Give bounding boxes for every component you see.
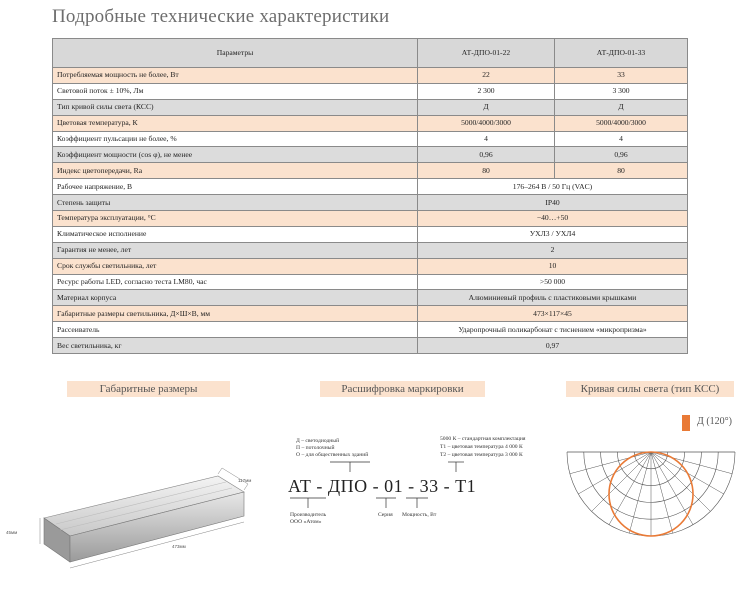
spec-value-shared: IP40 [418, 195, 688, 211]
header-params: Параметры [53, 39, 418, 68]
marking-right-note-2: Т2 – цветовая температура 3 000 К [440, 452, 523, 458]
spec-row [53, 274, 688, 290]
spec-table [52, 38, 688, 354]
spec-row [53, 306, 688, 322]
spec-value-shared: Алюминиевый профиль с пластиковыми крышками [418, 290, 688, 306]
marking-right-note-1: Т1 – цветовая температура 4 000 К [440, 444, 523, 450]
lamp-dimension-drawing [0, 410, 280, 608]
spec-param: Гарантия не менее, лет [53, 242, 418, 258]
spec-param: Материал корпуса [53, 290, 418, 306]
spec-param: Ресурс работы LED, согласно теста LM80, час [53, 274, 418, 290]
spec-value-22: 0,96 [418, 147, 555, 163]
spec-row [53, 338, 688, 354]
polar-spoke [592, 452, 651, 511]
spec-value-33: 33 [555, 68, 688, 84]
spec-value-22: Д [418, 99, 555, 115]
polar-spoke [651, 452, 693, 525]
marking-decode [280, 430, 526, 540]
spec-row [53, 290, 688, 306]
polar-spoke [651, 452, 710, 511]
spec-value-22: 5000/4000/3000 [418, 115, 555, 131]
spec-row [53, 99, 688, 115]
spec-value-shared: УХЛ3 / УХЛ4 [418, 226, 688, 242]
marking-left-note-0: Д – светодиодный [296, 438, 340, 444]
spec-value-shared: 473×117×45 [418, 306, 688, 322]
marking-producer-1: ООО «Атом» [290, 519, 322, 525]
spec-param: Рассеиватель [53, 322, 418, 338]
spec-param: Вес светильника, кг [53, 338, 418, 354]
spec-param: Климатическое исполнение [53, 226, 418, 242]
spec-value-shared: 176–264 В / 50 Гц (VAC) [418, 179, 688, 195]
spec-param: Потребляемая мощность не более, Вт [53, 68, 418, 84]
page-title: Подробные технические характеристики [52, 6, 390, 27]
spec-row [53, 163, 688, 179]
spec-param: Коэффициент пульсации не более, % [53, 131, 418, 147]
spec-value-shared: 10 [418, 258, 688, 274]
kss-polar-diagram [562, 440, 748, 600]
spec-param: Световой поток ± 10%, Лм [53, 83, 418, 99]
polar-spoke [651, 452, 673, 533]
spec-param: Рабочее напряжение, В [53, 179, 418, 195]
marking-code: АТ - ДПО - 01 - 33 - Т1 [288, 476, 477, 496]
spec-param: Срок службы светильника, лет [53, 258, 418, 274]
spec-param: Цветовая температура, К [53, 115, 418, 131]
spec-value-shared: Ударопрочный поликарбонат с тиснением «микропризма» [418, 322, 688, 338]
spec-row [53, 226, 688, 242]
marking-right-note-0: 5000 К – стандартная комплектация [440, 436, 526, 442]
spec-value-shared: >50 000 [418, 274, 688, 290]
spec-row [53, 195, 688, 211]
spec-row [53, 242, 688, 258]
spec-value-22: 22 [418, 68, 555, 84]
spec-param: Температура эксплуатации, °С [53, 211, 418, 227]
spec-param: Индекс цветопередачи, Ra [53, 163, 418, 179]
dim-height-label: 45мм [6, 530, 18, 535]
kss-legend-label: Д (120°) [697, 416, 732, 427]
spec-value-33: 5000/4000/3000 [555, 115, 688, 131]
spec-value-33: 0,96 [555, 147, 688, 163]
marking-left-note-2: О – для общественных зданий [296, 452, 369, 458]
dim-length-label: 473мм [172, 544, 186, 549]
dim-width-label: 117мм [238, 478, 252, 483]
header-model-33: АТ-ДПО-01-33 [555, 39, 688, 68]
spec-row [53, 147, 688, 163]
spec-param: Степень защиты [53, 195, 418, 211]
spec-value-22: 2 300 [418, 83, 555, 99]
header-model-22: АТ-ДПО-01-22 [418, 39, 555, 68]
polar-spoke [570, 452, 651, 474]
spec-param: Тип кривой силы света (КСС) [53, 99, 418, 115]
spec-row [53, 211, 688, 227]
spec-row [53, 83, 688, 99]
marking-series: Серия [378, 512, 393, 518]
spec-row [53, 258, 688, 274]
spec-row [53, 68, 688, 84]
spec-header-row [53, 39, 688, 68]
spec-value-shared: −40…+50 [418, 211, 688, 227]
spec-row [53, 131, 688, 147]
spec-param: Габаритные размеры светильника, Д×Ш×В, мм [53, 306, 418, 322]
spec-value-shared: 0,97 [418, 338, 688, 354]
spec-value-22: 80 [418, 163, 555, 179]
polar-spoke [651, 452, 732, 474]
marking-left-note-1: П – потолочный [296, 445, 335, 451]
spec-value-33: 80 [555, 163, 688, 179]
kss-legend-swatch [682, 414, 690, 432]
marking-producer-0: Производитель [290, 512, 327, 518]
polar-spoke [629, 452, 651, 533]
section-marking: Расшифровка маркировки [320, 381, 485, 397]
spec-value-22: 4 [418, 131, 555, 147]
section-kss: Кривая силы света (тип КСС) [566, 381, 734, 397]
spec-row [53, 115, 688, 131]
spec-value-shared: 2 [418, 242, 688, 258]
spec-value-33: 3 300 [555, 83, 688, 99]
section-dimensions: Габаритные размеры [67, 381, 230, 397]
marking-power: Мощность, Вт [402, 512, 437, 518]
spec-row [53, 179, 688, 195]
spec-value-33: 4 [555, 131, 688, 147]
spec-param: Коэффициент мощности (cos φ), не менее [53, 147, 418, 163]
spec-body [53, 68, 688, 354]
spec-row [53, 322, 688, 338]
spec-value-33: Д [555, 99, 688, 115]
polar-spoke [609, 452, 651, 525]
